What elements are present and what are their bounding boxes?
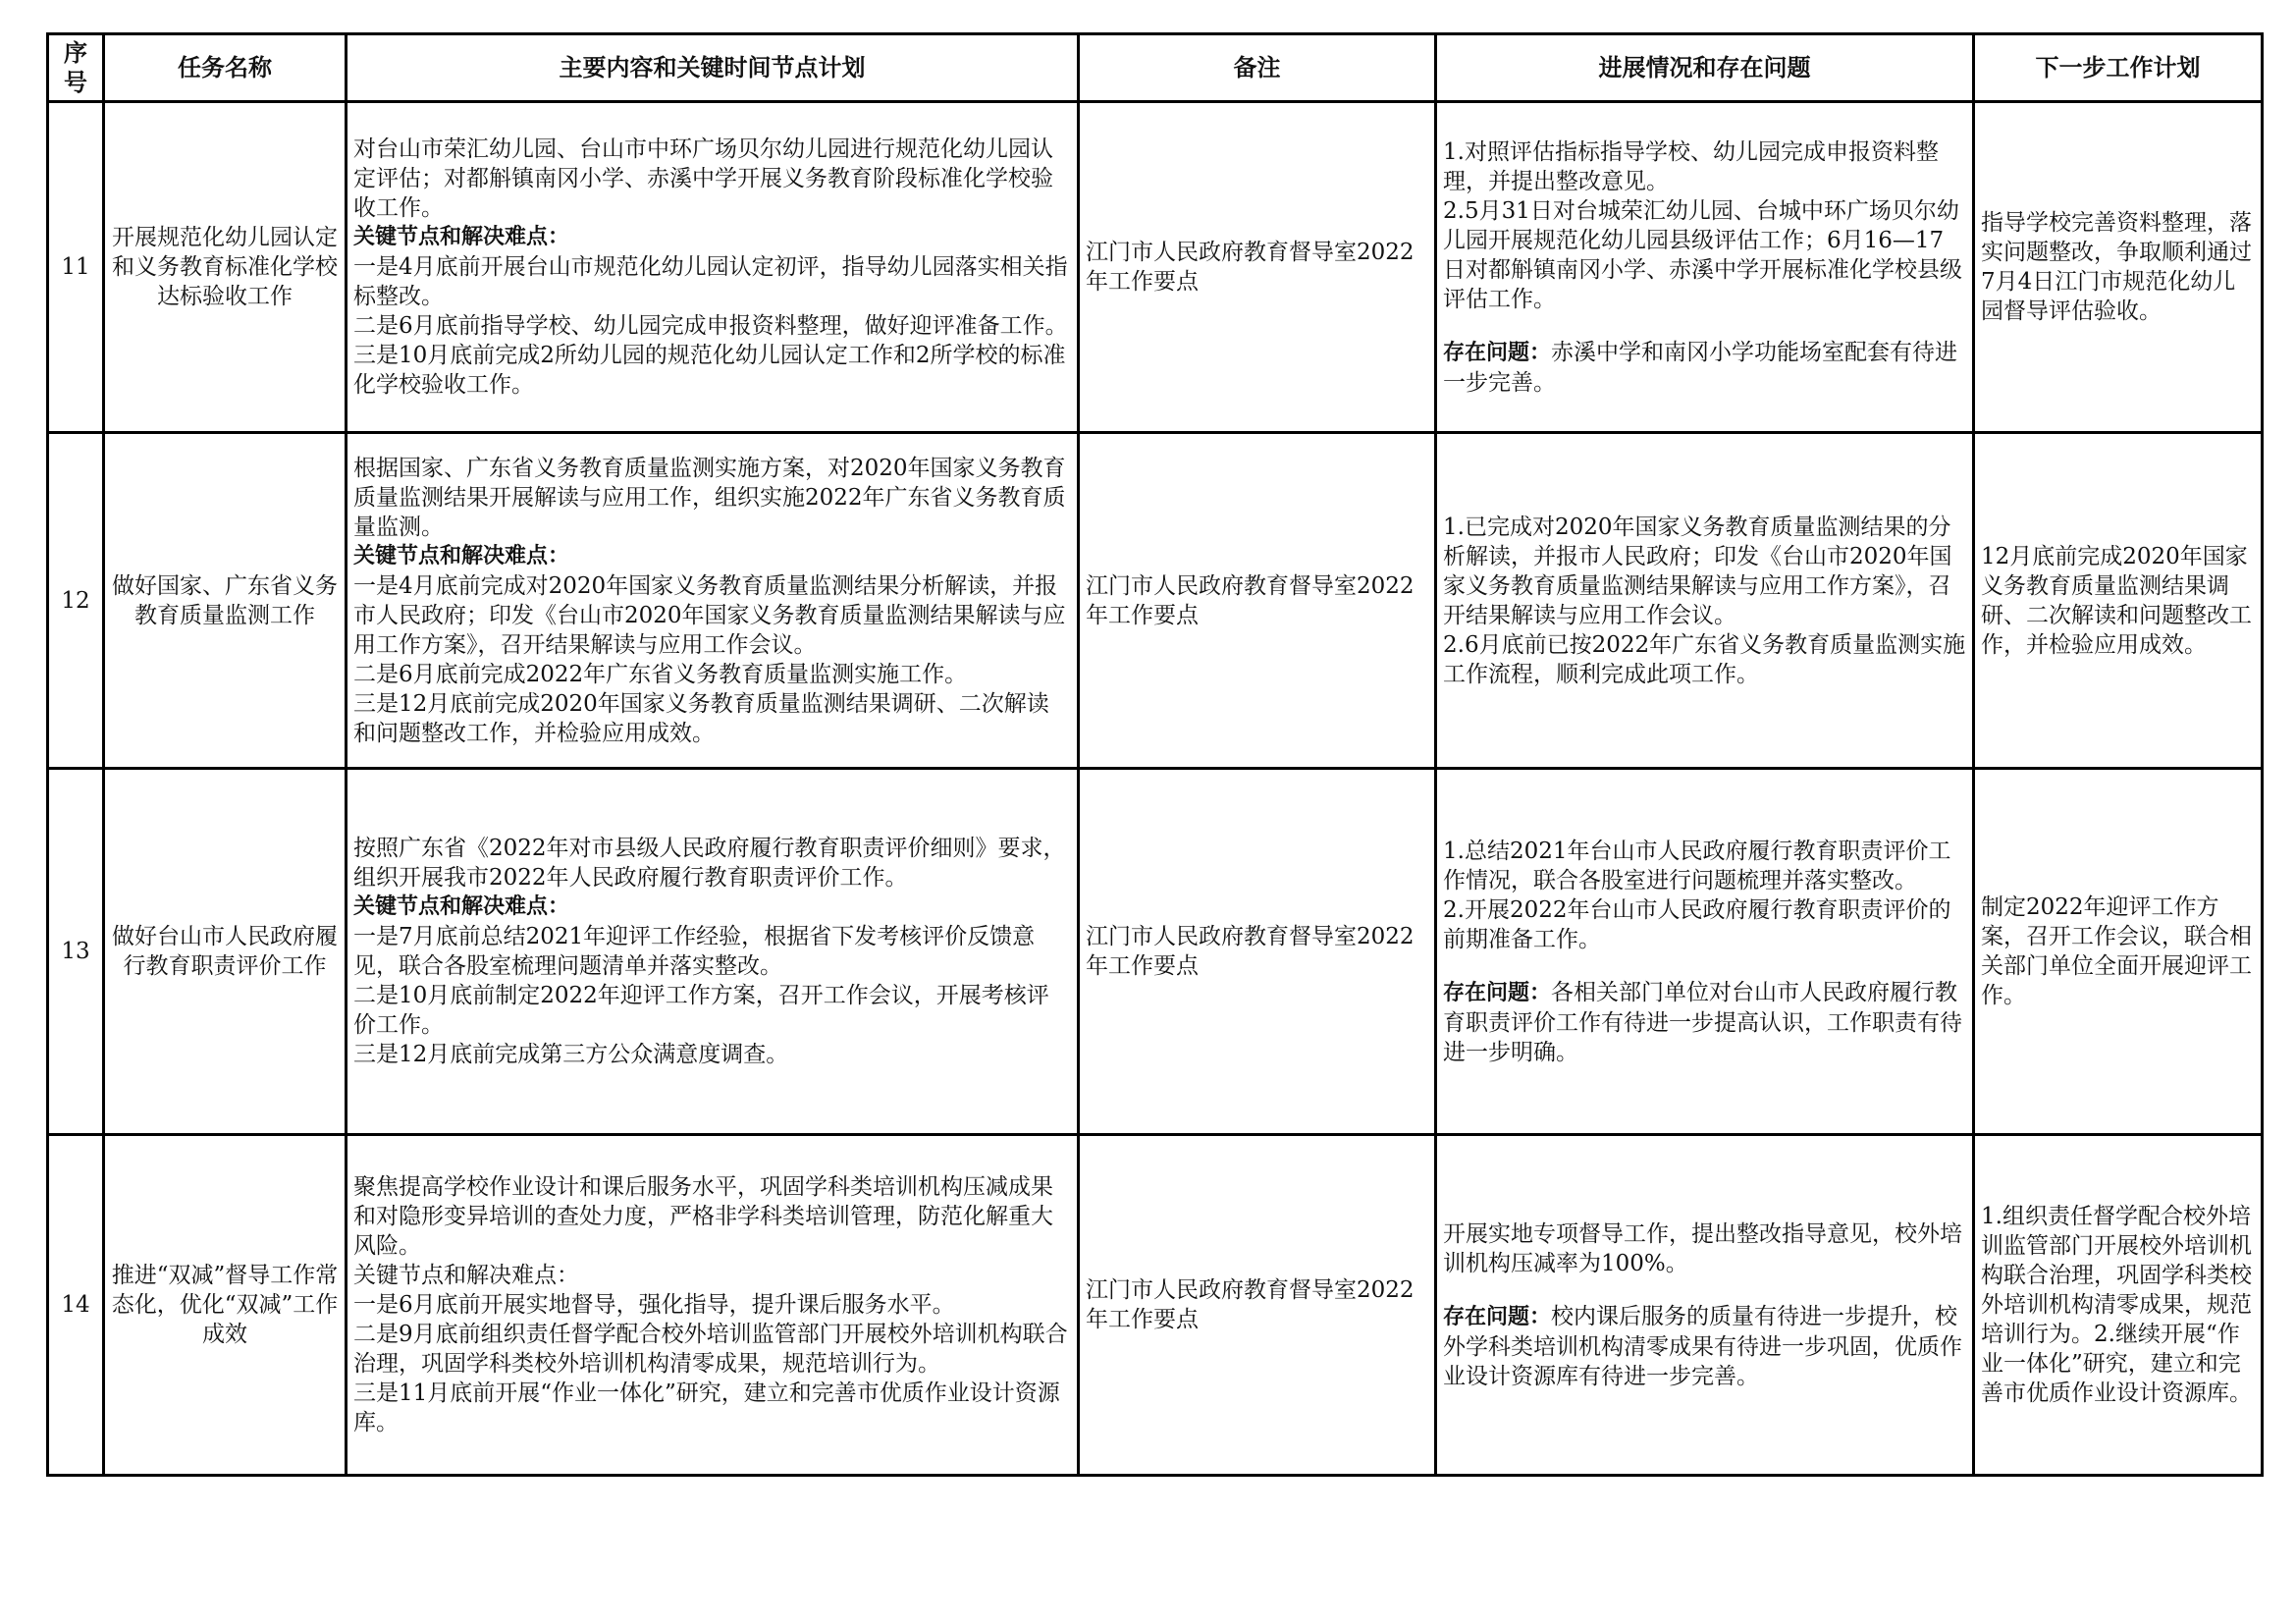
header-main-content: 主要内容和关键时间节点计划	[347, 34, 1079, 102]
key-points-label: 关键节点和解决难点：	[353, 1263, 579, 1288]
next-plan: 12月底前完成2020年国家义务教育质量监测结果调研、二次解读和问题整改工作，并检验应用成效。	[1974, 433, 2263, 769]
issue-body: 赤溪中学和南冈小学功能场室配套有待进一步完善。	[1443, 339, 1958, 396]
progress	[1436, 102, 1974, 433]
next-plan: 指导学校完善资料整理，落实问题整改，争取顺利通过7月4日江门市规范化幼儿园督导评估验收。	[1974, 102, 2263, 433]
main-content	[347, 433, 1079, 769]
progress	[1436, 433, 1974, 769]
main-step: 二是6月底前指导学校、幼儿园完成申报资料整理，做好迎评准备工作。	[353, 313, 1068, 339]
task-name: 推进“双减”督导工作常态化，优化“双减”工作成效	[104, 1135, 347, 1476]
main-step: 一是4月底前完成对2020年国家义务教育质量监测结果分析解读，并报市人民政府；印发《台山市2020年国家义务教育质量监测结果解读与应用工作方案》，召开结果解读与应用工作会议。	[353, 572, 1066, 658]
issue-text	[1443, 1302, 1966, 1391]
progress	[1436, 1135, 1974, 1476]
main-step: 一是4月底前开展台山市规范化幼儿园认定初评，指导幼儿园落实相关指标整改。	[353, 254, 1068, 309]
next-plan: 制定2022年迎评工作方案，召开工作会议，联合相关部门单位全面开展迎评工作。	[1974, 769, 2263, 1135]
main-step: 二是6月底前完成2022年广东省义务教育质量监测实施工作。	[353, 661, 968, 687]
table-row	[48, 1135, 2263, 1476]
task-name: 做好台山市人民政府履行教育职责评价工作	[104, 769, 347, 1135]
spacer	[1443, 954, 1966, 978]
issue-body: 各相关部门单位对台山市人民政府履行教育职责评价工作有待进一步提高认识，工作职责有待进一步明确。	[1443, 979, 1962, 1065]
key-points-label: 关键节点和解决难点：	[353, 894, 570, 919]
main-step: 三是12月底前完成第三方公众满意度调查。	[353, 1042, 789, 1067]
key-points-label: 关键节点和解决难点：	[353, 225, 570, 249]
issue-text	[1443, 978, 1966, 1067]
header-progress: 进展情况和存在问题	[1436, 34, 1974, 102]
main-intro: 聚焦提高学校作业设计和课后服务水平，巩固学科类培训机构压减成果和对隐形变异培训的查处力度，严格非学科类培训管理，防范化解重大风险。	[353, 1174, 1053, 1259]
key-points-label: 关键节点和解决难点：	[353, 543, 570, 568]
task-name: 做好国家、广东省义务教育质量监测工作	[104, 433, 347, 769]
issue-label: 存在问题：	[1443, 1304, 1552, 1329]
issue-body: 校内课后服务的质量有待进一步提升，校外学科类培训机构清零成果有待进一步巩固，优质作业设计资源库有待进一步完善。	[1443, 1303, 1962, 1389]
table-row	[48, 433, 2263, 769]
note: 江门市人民政府教育督导室2022年工作要点	[1079, 769, 1436, 1135]
header-no: 序号	[48, 34, 104, 102]
progress-item: 1.对照评估指标指导学校、幼儿园完成申报资料整理，并提出整改意见。	[1443, 138, 1939, 194]
progress-item: 开展实地专项督导工作，提出整改指导意见，校外培训机构压减率为100%。	[1443, 1220, 1962, 1276]
header-row	[48, 34, 2263, 102]
progress-item: 2.开展2022年台山市人民政府履行教育职责评价的前期准备工作。	[1443, 896, 1951, 952]
table-row	[48, 102, 2263, 433]
progress-item: 2.5月31日对台城荣汇幼儿园、台城中环广场贝尔幼儿园开展规范化幼儿园县级评估工作；6月16—17日对都斛镇南冈小学、赤溪中学开展标准化学校县级评估工作。	[1443, 197, 1962, 312]
task-name: 开展规范化幼儿园认定和义务教育标准化学校达标验收工作	[104, 102, 347, 433]
spacer	[1443, 314, 1966, 338]
main-step: 三是12月底前完成2020年国家义务教育质量监测结果调研、二次解读和问题整改工作，并检验应用成效。	[353, 690, 1049, 746]
issue-label: 存在问题：	[1443, 340, 1552, 365]
main-content	[347, 1135, 1079, 1476]
progress-item: 1.总结2021年台山市人民政府履行教育职责评价工作情况，联合各股室进行问题梳理并落实整改。	[1443, 838, 1951, 893]
header-next-plan: 下一步工作计划	[1974, 34, 2263, 102]
row-number: 13	[48, 769, 104, 1135]
note: 江门市人民政府教育督导室2022年工作要点	[1079, 433, 1436, 769]
table-row	[48, 769, 2263, 1135]
progress-item: 1.已完成对2020年国家义务教育质量监测结果的分析解读，并报市人民政府；印发《台山市2020年国家义务教育质量监测结果解读与应用工作方案》，召开结果解读与应用工作会议。	[1443, 514, 1952, 628]
issue-label: 存在问题：	[1443, 980, 1552, 1005]
issue-text	[1443, 338, 1966, 398]
progress-item: 2.6月底前已按2022年广东省义务教育质量监测实施工作流程，顺利完成此项工作。	[1443, 631, 1966, 687]
header-note: 备注	[1079, 34, 1436, 102]
row-number: 14	[48, 1135, 104, 1476]
spacer	[1443, 1278, 1966, 1302]
main-step: 三是10月底前完成2所幼儿园的规范化幼儿园认定工作和2所学校的标准化学校验收工作。	[353, 343, 1066, 398]
main-content	[347, 769, 1079, 1135]
work-plan-table	[46, 32, 2264, 1477]
main-intro: 按照广东省《2022年对市县级人民政府履行教育职责评价细则》要求，组织开展我市2022年人民政府履行教育职责评价工作。	[353, 836, 1066, 891]
row-number: 11	[48, 102, 104, 433]
row-number: 12	[48, 433, 104, 769]
note: 江门市人民政府教育督导室2022年工作要点	[1079, 1135, 1436, 1476]
main-step: 三是11月底前开展“作业一体化”研究，建立和完善市优质作业设计资源库。	[353, 1380, 1060, 1435]
next-plan: 1.组织责任督学配合校外培训监管部门开展校外培训机构联合治理，巩固学科类校外培训机构清零成果，规范培训行为。2.继续开展“作业一体化”研究，建立和完善市优质作业设计资源库。	[1974, 1135, 2263, 1476]
main-step: 二是10月底前制定2022年迎评工作方案，召开工作会议，开展考核评价工作。	[353, 983, 1049, 1038]
main-step: 一是6月底前开展实地督导，强化指导，提升课后服务水平。	[353, 1292, 955, 1318]
main-step: 二是9月底前组织责任督学配合校外培训监管部门开展校外培训机构联合治理，巩固学科类校外培训机构清零成果，规范培训行为。	[353, 1322, 1068, 1377]
main-intro: 根据国家、广东省义务教育质量监测实施方案，对2020年国家义务教育质量监测结果开展解读与应用工作，组织实施2022年广东省义务教育质量监测。	[353, 455, 1066, 540]
note: 江门市人民政府教育督导室2022年工作要点	[1079, 102, 1436, 433]
main-step: 一是7月底前总结2021年迎评工作经验，根据省下发考核评价反馈意见，联合各股室梳理问题清单并落实整改。	[353, 924, 1036, 979]
main-content	[347, 102, 1079, 433]
header-task-name: 任务名称	[104, 34, 347, 102]
main-intro: 对台山市荣汇幼儿园、台山市中环广场贝尔幼儿园进行规范化幼儿园认定评估；对都斛镇南冈小学、赤溪中学开展义务教育阶段标准化学校验收工作。	[353, 136, 1053, 221]
progress	[1436, 769, 1974, 1135]
